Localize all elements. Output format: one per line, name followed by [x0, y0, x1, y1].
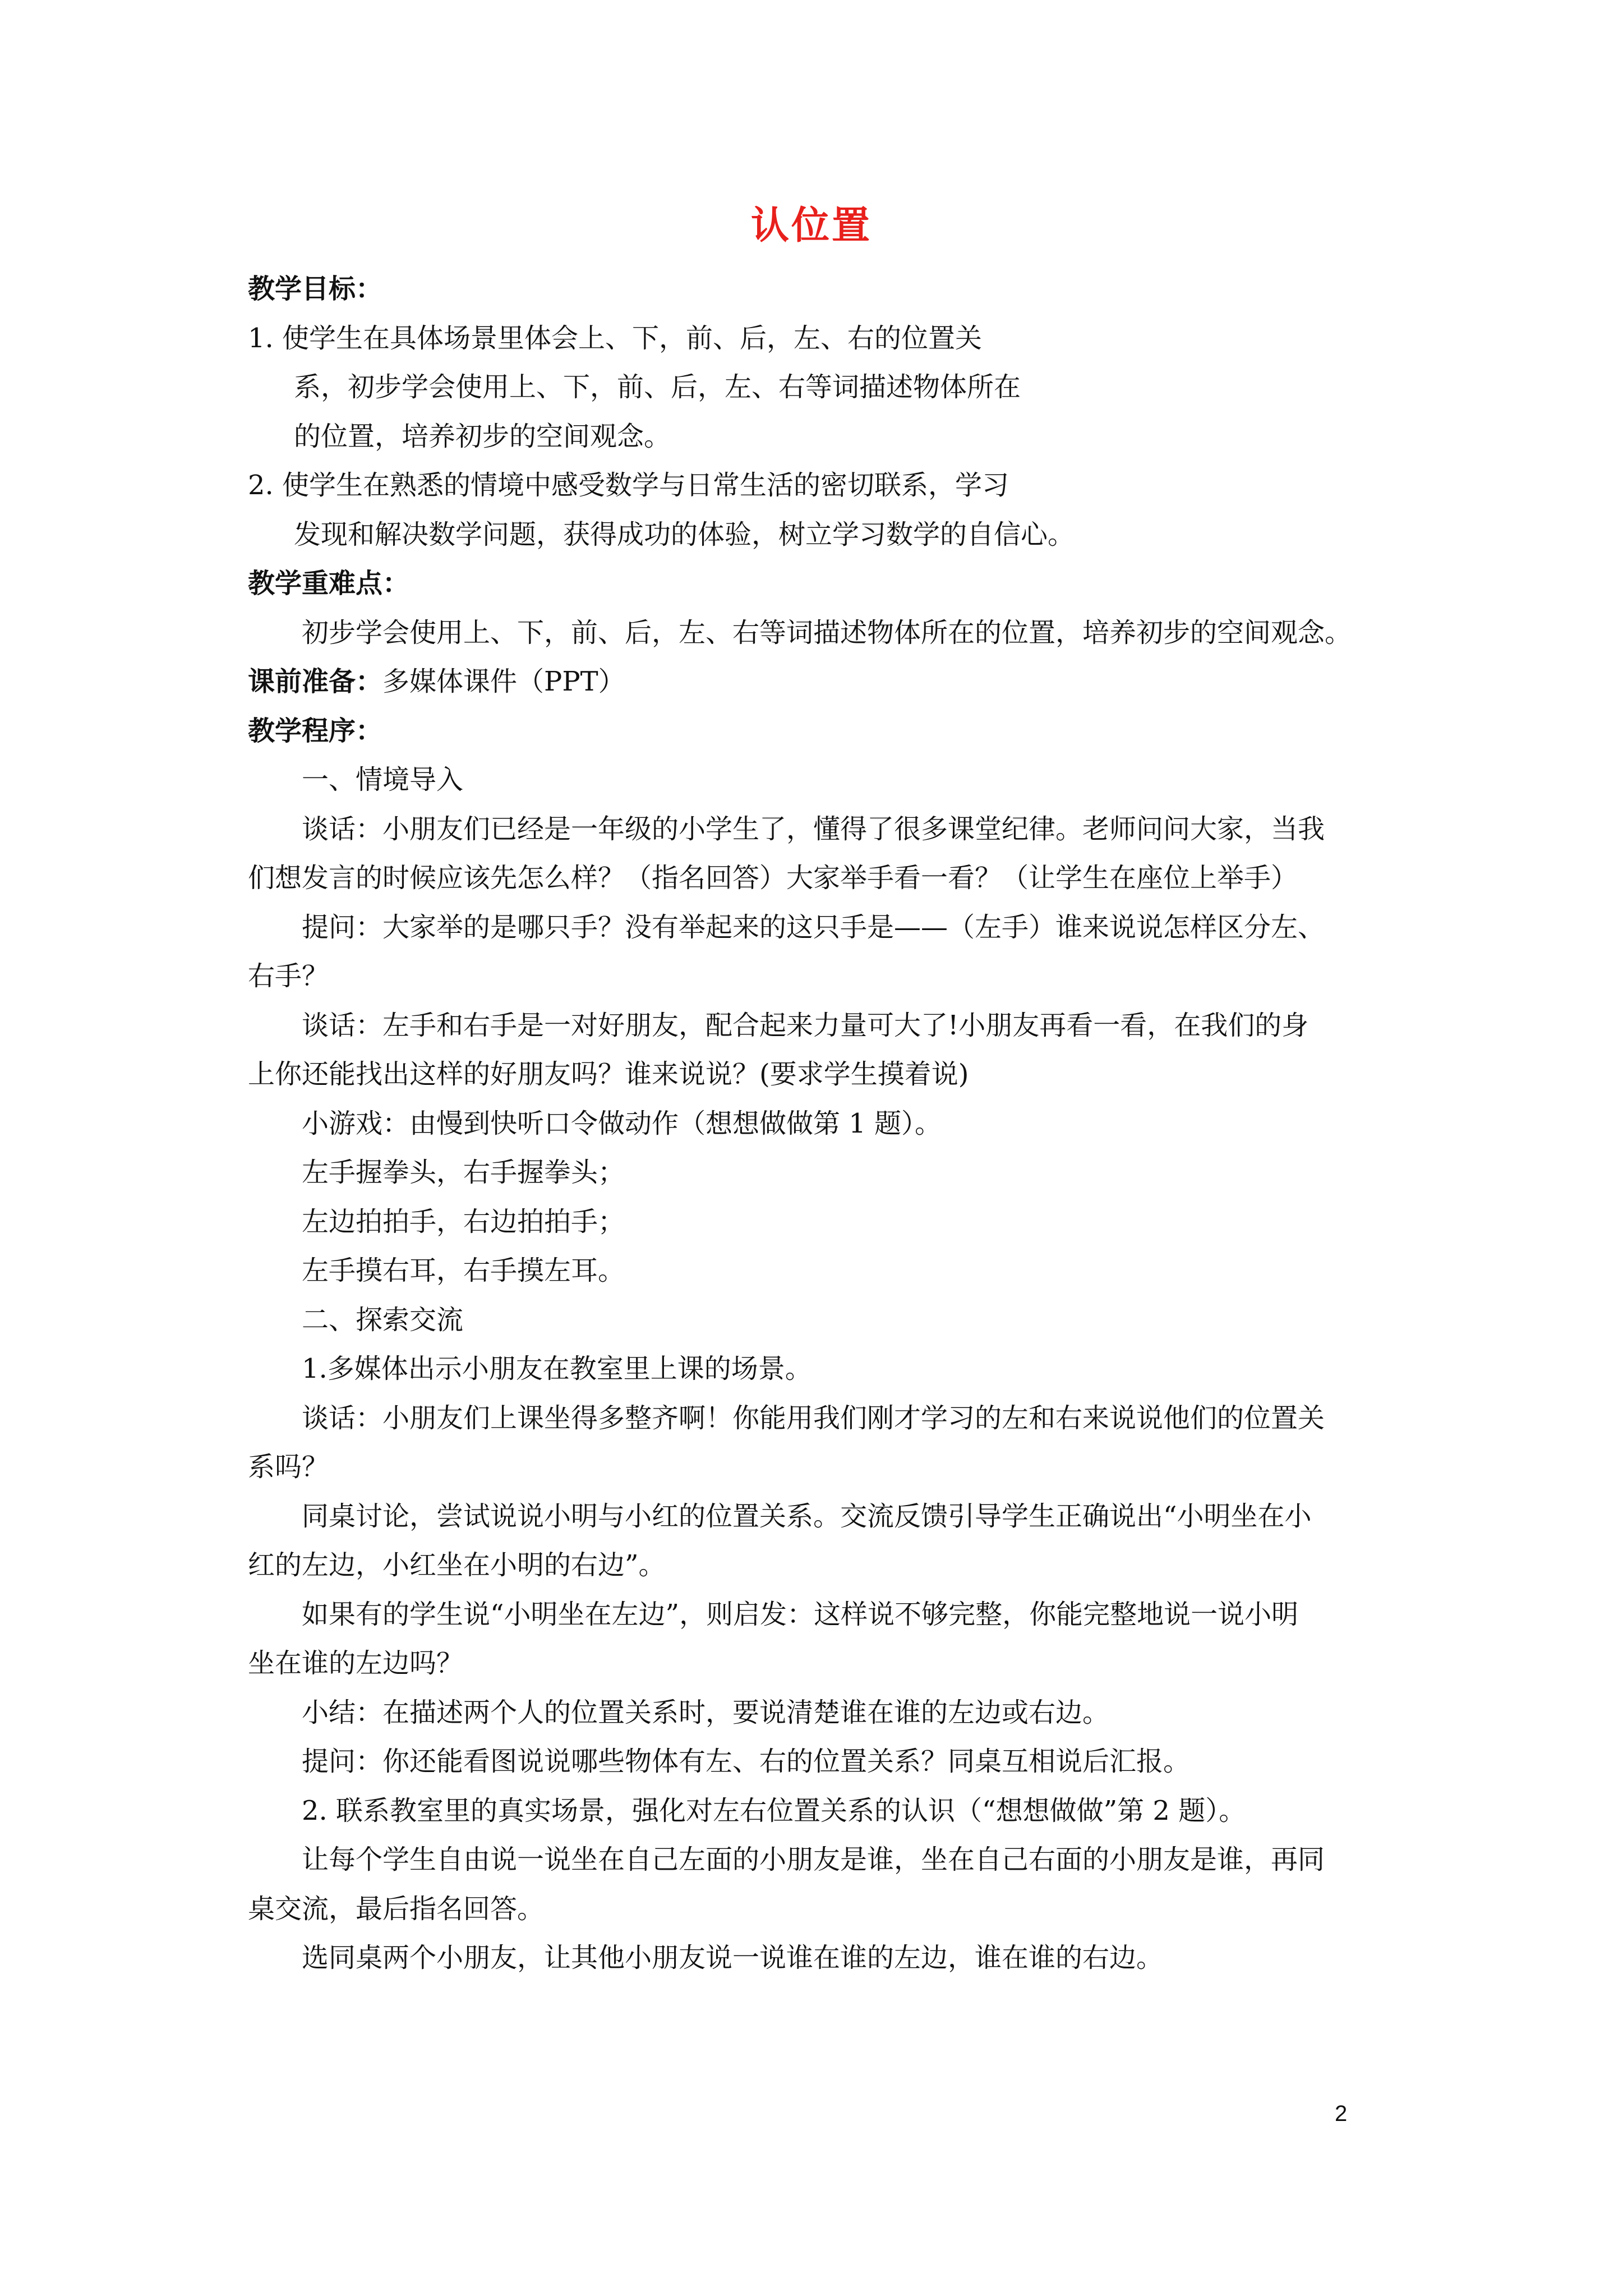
game-step-1: 左手握拳头，右手握拳头；: [302, 1157, 625, 1188]
procedure-heading: 教学程序：: [248, 715, 383, 747]
goal-2-line-1: 2. 使学生在熟悉的情境中感受数学与日常生活的密切联系，学习: [248, 470, 1009, 501]
key-points-text: 初步学会使用上、下，前、后，左、右等词描述物体所在的位置，培养初步的空间观念。: [302, 616, 1352, 648]
paragraph-7-line-1: 让每个学生自由说一说坐在自己左面的小朋友是谁，坐在自己右面的小朋友是谁，再同: [302, 1844, 1325, 1875]
preparation-text: 多媒体课件（PPT）: [382, 666, 625, 697]
key-points-heading: 教学重难点：: [248, 568, 410, 599]
part-2-heading: 二、探索交流: [302, 1304, 464, 1336]
document-body: [248, 265, 1381, 1983]
question: 提问：你还能看图说说哪些物体有左、右的位置关系？同桌互相说后汇报。: [302, 1746, 1191, 1777]
goal-2-line-2: 发现和解决数学问题，获得成功的体验，树立学习数学的自信心。: [294, 518, 1075, 550]
paragraph-5-line-1: 同桌讨论，尝试说说小明与小红的位置关系。交流反馈引导学生正确说出“小明坐在小: [302, 1500, 1312, 1532]
game-step-3: 左手摸右耳，右手摸左耳。: [302, 1255, 625, 1286]
summary: 小结：在描述两个人的位置关系时，要说清楚谁在谁的左边或右边。: [302, 1696, 1110, 1728]
step-1: 1.多媒体出示小朋友在教室里上课的场景。: [302, 1353, 812, 1384]
game-step-2: 左边拍拍手，右边拍拍手；: [302, 1205, 625, 1237]
paragraph-5-line-2: 红的左边，小红坐在小明的右边”。: [248, 1549, 666, 1581]
goal-1-line-2: 系，初步学会使用上、下，前、后，左、右等词描述物体所在: [294, 371, 1021, 403]
paragraph-3-line-2: 上你还能找出这样的好朋友吗？谁来说说？(要求学生摸着说): [248, 1059, 969, 1090]
paragraph-3-line-1: 谈话：左手和右手是一对好朋友，配合起来力量可大了!小朋友再看一看，在我们的身: [302, 1009, 1309, 1041]
paragraph-8: 选同桌两个小朋友，让其他小朋友说一说谁在谁的左边，谁在谁的右边。: [302, 1942, 1164, 1973]
paragraph-4-line-2: 系吗？: [248, 1451, 329, 1483]
paragraph-2-line-2: 右手？: [248, 960, 329, 992]
paragraph-2-line-1: 提问：大家举的是哪只手？没有举起来的这只手是——（左手）谁来说说怎样区分左、: [302, 911, 1325, 943]
preparation-heading: 课前准备：: [248, 666, 383, 697]
goal-1-line-3: 的位置，培养初步的空间观念。: [294, 420, 671, 452]
paragraph-1-line-1: 谈话：小朋友们已经是一年级的小学生了，懂得了很多课堂纪律。老师问问大家，当我: [302, 813, 1325, 845]
game-intro: 小游戏：由慢到快听口令做动作（想想做做第 1 题）。: [302, 1107, 942, 1139]
page-title: 认位置: [750, 203, 872, 248]
paragraph-1-line-2: 们想发言的时候应该先怎么样？（指名回答）大家举手看一看？（让学生在座位上举手）: [248, 862, 1298, 894]
goals-heading: 教学目标：: [248, 273, 383, 305]
paragraph-7-line-2: 桌交流，最后指名回答。: [248, 1893, 545, 1925]
paragraph-6-line-1: 如果有的学生说“小明坐在左边”，则启发：这样说不够完整，你能完整地说一说小明: [302, 1598, 1299, 1630]
goal-1-line-1: 1. 使学生在具体场景里体会上、下，前、后，左、右的位置关: [248, 322, 983, 354]
paragraph-6-line-2: 坐在谁的左边吗？: [248, 1648, 464, 1679]
paragraph-4-line-1: 谈话：小朋友们上课坐得多整齐啊！你能用我们刚才学习的左和右来说说他们的位置关: [302, 1402, 1325, 1434]
preparation-line: [248, 657, 1381, 707]
part-1-heading: 一、情境导入: [302, 764, 464, 795]
step-2: 2. 联系教室里的真实场景，强化对左右位置关系的认识（“想想做做”第 2 题）。: [302, 1795, 1246, 1826]
page-number: 2: [1335, 2101, 1348, 2126]
